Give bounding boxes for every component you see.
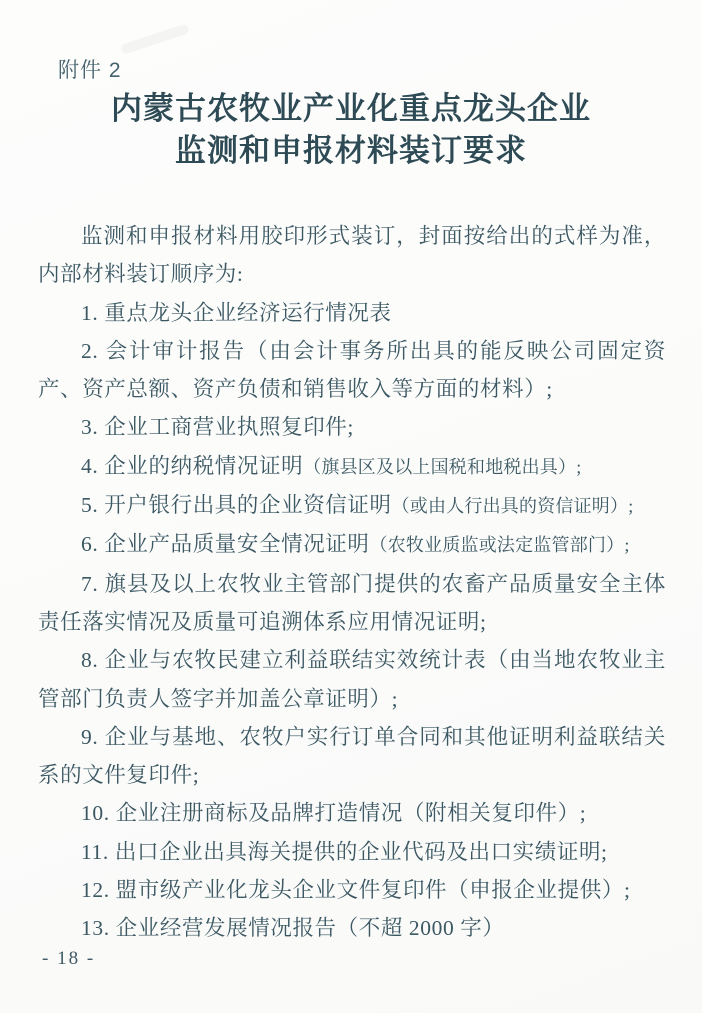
list-item — [38, 486, 666, 525]
scan-artifact — [120, 23, 190, 54]
list-item-text: 12. 盟市级产业化龙头企业文件复印件（申报企业提供）; — [81, 878, 631, 903]
intro-paragraph: 监测和申报材料用胶印形式装订，封面按给出的式样为准，内部材料装订顺序为: — [38, 224, 666, 287]
list-item-text: 4. 企业的纳税情况证明 — [81, 453, 304, 478]
list-item-text: 10. 企业注册商标及品牌打造情况（附相关复印件）; — [81, 801, 587, 826]
document-title — [0, 88, 702, 172]
list-item-note: （农牧业质监或法定监管部门）; — [369, 535, 630, 556]
list-item-text: 3. 企业工商营业执照复印件; — [81, 415, 354, 440]
list-item — [38, 909, 666, 947]
list-item — [38, 525, 666, 564]
attachment-label: 附件 2 — [58, 59, 122, 82]
list-item-note: （或由人行出具的资信证明）; — [391, 496, 634, 517]
list-item — [38, 294, 666, 332]
list-item-text: 2. 会计审计报告（由会计事务所出具的能反映公司固定资产、资产总额、资产负债和销售收入等方面的材料）; — [38, 338, 666, 402]
list-item — [38, 408, 666, 446]
list-item-note: （旗县区及以上国税和地税出具）; — [303, 456, 582, 477]
list-item — [38, 794, 666, 832]
list-item-text: 13. 企业经营发展情况报告（不超 2000 字） — [81, 916, 505, 941]
list-item-text: 5. 开户银行出具的企业资信证明 — [81, 493, 392, 518]
list-item — [38, 332, 666, 409]
list-item-text: 6. 企业产品质量安全情况证明 — [81, 532, 370, 557]
list-item — [38, 871, 666, 909]
list-item — [38, 565, 666, 642]
list-item — [38, 447, 666, 486]
document-body — [38, 217, 666, 948]
list-item — [38, 718, 666, 795]
title-line-2: 监测和申报材料装订要求 — [175, 133, 527, 168]
list-item-text: 7. 旗县及以上农牧业主管部门提供的农畜产品质量安全主体责任落实情况及质量可追溯体系应用情况证明; — [38, 571, 666, 634]
list-item-text: 8. 企业与农牧民建立利益联结实效统计表（由当地农牧业主管部门负责人签字并加盖公章证明）; — [38, 648, 666, 711]
title-line-1: 内蒙古农牧业产业化重点龙头企业 — [111, 91, 591, 126]
item-list — [38, 294, 666, 948]
list-item — [38, 833, 666, 871]
list-item — [38, 641, 666, 718]
list-item-text: 11. 出口企业出具海关提供的企业代码及出口实绩证明; — [81, 839, 608, 864]
list-item-text: 9. 企业与基地、农牧户实行订单合同和其他证明利益联结关系的文件复印件; — [38, 724, 666, 788]
page-number: - 18 - — [42, 948, 96, 969]
list-item-text: 1. 重点龙头企业经济运行情况表 — [81, 300, 392, 325]
